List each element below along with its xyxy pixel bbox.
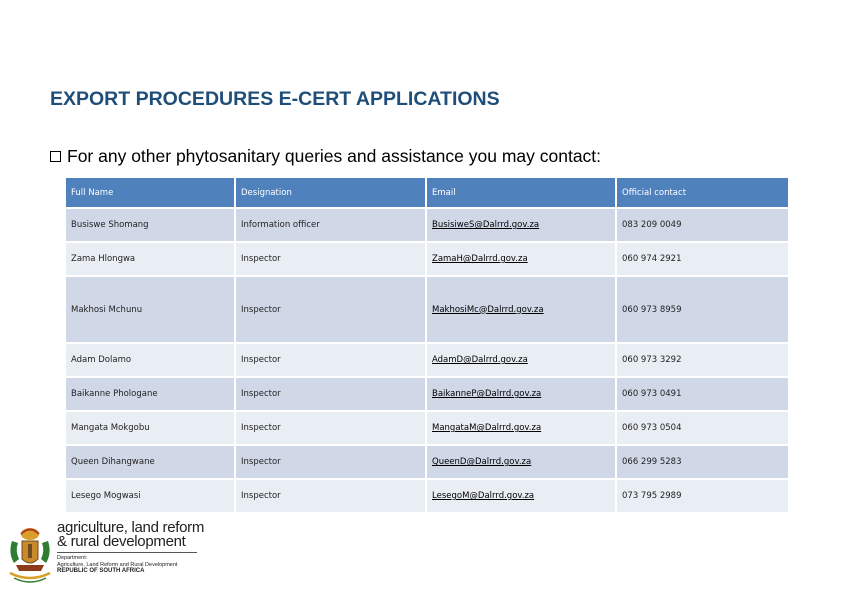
logo-text — [57, 519, 205, 575]
email-link[interactable]: BaikanneP@Dalrrd.gov.za — [432, 389, 542, 399]
table-row — [66, 480, 790, 514]
cell-email — [427, 243, 617, 277]
cell-full-name: Lesego Mogwasi — [66, 480, 236, 514]
cell-full-name: Adam Dolamo — [66, 344, 236, 378]
logo-line-2: & rural development — [57, 533, 186, 550]
cell-email — [427, 209, 617, 243]
table-row — [66, 243, 790, 277]
email-link[interactable]: LesegoM@Dalrrd.gov.za — [432, 491, 535, 501]
table-row — [66, 344, 790, 378]
cell-full-name: Mangata Mokgobu — [66, 412, 236, 446]
checkbox-bullet-icon — [50, 151, 61, 162]
dept-label: Department: — [57, 555, 88, 561]
cell-designation: Inspector — [236, 480, 427, 514]
table-row — [66, 378, 790, 412]
table-row — [66, 209, 790, 243]
table-row — [66, 277, 790, 344]
coat-of-arms-icon — [6, 525, 54, 587]
cell-email — [427, 412, 617, 446]
cell-email — [427, 344, 617, 378]
cell-contact: 066 299 5283 — [617, 446, 790, 480]
country-name: REPUBLIC OF SOUTH AFRICA — [57, 568, 145, 574]
logo-line-1: agriculture, land reform — [57, 519, 205, 536]
table-header-row — [66, 178, 790, 209]
cell-email — [427, 378, 617, 412]
table-row — [66, 446, 790, 480]
cell-contact: 060 973 0504 — [617, 412, 790, 446]
email-link[interactable]: MakhosiMc@Dalrrd.gov.za — [432, 304, 544, 315]
dept-name: Agriculture, Land Reform and Rural Development — [57, 561, 178, 568]
logo-divider — [57, 552, 197, 553]
cell-contact: 073 795 2989 — [617, 480, 790, 514]
cell-contact: 060 973 3292 — [617, 344, 790, 378]
cell-designation: Inspector — [236, 243, 427, 277]
cell-designation: Inspector — [236, 412, 427, 446]
email-link[interactable]: AdamD@Dalrrd.gov.za — [432, 355, 528, 365]
page-title: EXPORT PROCEDURES E-CERT APPLICATIONS — [50, 88, 500, 110]
email-link[interactable]: MangataM@Dalrrd.gov.za — [432, 423, 542, 433]
email-link[interactable]: ZamaH@Dalrrd.gov.za — [432, 254, 528, 264]
cell-contact: 060 973 8959 — [617, 277, 790, 344]
cell-email — [427, 446, 617, 480]
cell-full-name: Makhosi Mchunu — [66, 277, 236, 344]
cell-designation: Inspector — [236, 344, 427, 378]
email-link[interactable]: BusisiweS@Dalrrd.gov.za — [432, 220, 540, 230]
subtitle — [50, 146, 601, 167]
email-link[interactable]: QueenD@Dalrrd.gov.za — [432, 457, 532, 467]
cell-email — [427, 480, 617, 514]
cell-designation: Information officer — [236, 209, 427, 243]
contacts-table — [66, 178, 790, 514]
department-logo — [6, 519, 205, 589]
cell-contact: 060 973 0491 — [617, 378, 790, 412]
header-official-contact: Official contact — [617, 178, 790, 209]
header-designation: Designation — [236, 178, 427, 209]
table-row — [66, 412, 790, 446]
cell-designation: Inspector — [236, 378, 427, 412]
subtitle-text: For any other phytosanitary queries and assistance you may contact: — [67, 146, 602, 166]
cell-email — [427, 277, 617, 344]
header-full-name: Full Name — [66, 178, 236, 209]
cell-full-name: Queen Dihangwane — [66, 446, 236, 480]
cell-designation: Inspector — [236, 277, 427, 344]
header-email: Email — [427, 178, 617, 209]
cell-contact: 060 974 2921 — [617, 243, 790, 277]
cell-contact: 083 209 0049 — [617, 209, 790, 243]
cell-full-name: Zama Hlongwa — [66, 243, 236, 277]
cell-full-name: Baikanne Phologane — [66, 378, 236, 412]
cell-full-name: Busiswe Shomang — [66, 209, 236, 243]
cell-designation: Inspector — [236, 446, 427, 480]
